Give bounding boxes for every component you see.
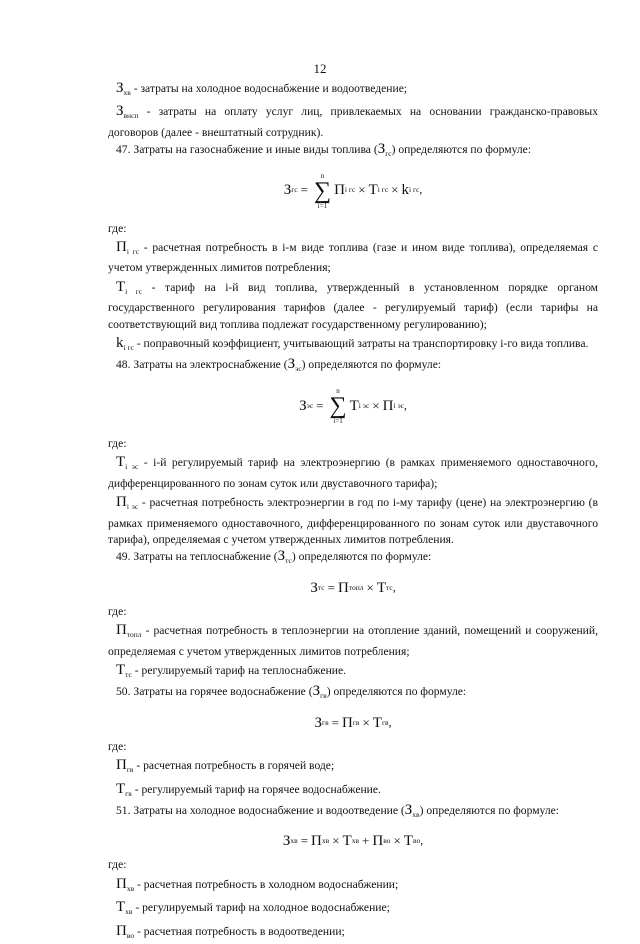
definition-line: $П_{гв}$ - расчетная потребность в горячей воде; xyxy=(116,757,335,775)
section-heading-50: 50. Затраты на горячее водоснабжение $(З_{гв})$ определяются по формуле: xyxy=(116,683,467,701)
page-number: 12 xyxy=(313,61,327,76)
definition-line: $П_{во}$ - расчетная потребность в водоотведении; xyxy=(116,922,345,940)
sum-sign: n ∑ i=1 xyxy=(329,386,347,425)
formula-47: З гс = n ∑ i=1 П i гс × Т i гс × k i гс , xyxy=(283,171,423,210)
sum-sign: n ∑ i=1 xyxy=(313,171,332,210)
definition-line: $П_{i эс}$ - расчетная потребность электроэнергии в год по i-му тарифу (цене) на электроэнергию (в рамках применяемого одноставочного, дифференцированного по зонам суток или двуставочного тарифа), определяемая с учетом утвержденных лимитов потребления. xyxy=(108,494,598,546)
definition-line: $П_{хв}$ - расчетная потребность в холодном водоснабжении; xyxy=(116,875,399,893)
definition-line: $k_{i гс}$ - поправочный коэффициент, учитывающий затраты на транспортировку i-го вида топлива. xyxy=(116,335,589,353)
formula-50: З гв = П гв × Т гв , xyxy=(314,714,392,731)
where-label: где: xyxy=(108,604,127,618)
document-body xyxy=(108,78,598,944)
definition-line: $З_{хв}$ - затраты на холодное водоснабжение и водоотведение; xyxy=(116,80,408,97)
formula-48: З эс = n ∑ i=1 Т i эс × П i эс , xyxy=(299,386,407,425)
definition-line: $Т_{i эс} - i-й$ регулируемый тариф на электроэнергию (в рамках применяемого одноставочного, дифференцированного по зонам суток или двуставочного тарифа); xyxy=(108,454,598,490)
definition-line: $П_{i гс}$ - расчетная потребность в i-м виде топлива (газе и ином виде топлива), определяемая с учетом утвержденных лимитов потребления; xyxy=(108,239,598,275)
formula-49: З тс = П топл × Т тс , xyxy=(310,579,396,596)
definition-line: $Т_{хв}$ - регулируемый тариф на холодное водоснабжение; xyxy=(116,899,390,917)
section-heading-49: 49. Затраты на теплоснабжение $(З_{тс})$ определяются по формуле: xyxy=(116,548,432,566)
section-heading-51: 51. Затраты на холодное водоснабжение и водоотведение $(З_{хв})$ определяются по формуле: xyxy=(116,801,559,819)
where-label: где: xyxy=(108,221,127,235)
definition-line: $З_{внсп}$ - затраты на оплату услуг лиц, привлекаемых на основании гражданско-правовых договоров (далее - внештатный сотрудник). xyxy=(108,103,598,139)
definition-line: $П_{топл}$ - расчетная потребность в теплоэнергии на отопление зданий, помещений и сооружений, определяемая с учетом утвержденных лимитов потребления; xyxy=(108,622,598,658)
definition-line: $Т_{тс}$ - регулируемый тариф на теплоснабжение. xyxy=(116,661,347,679)
definition-line: $Т_{гв}$ - регулируемый тариф на горячее водоснабжение. xyxy=(116,780,381,798)
formula-51: З хв = П хв × Т хв + П во × Т во , xyxy=(282,833,424,850)
where-label: где: xyxy=(108,739,127,753)
section-heading-48: 48. Затраты на электроснабжение $(З_{эс})$ определяются по формуле: xyxy=(116,356,442,374)
where-label: где: xyxy=(108,858,127,872)
section-heading-47: 47. Затраты на газоснабжение и иные виды топлива $(З_{гс})$ определяются по формуле: xyxy=(116,141,532,159)
where-label: где: xyxy=(108,436,127,450)
definition-line: $Т_{i гс}$ - тариф на i-й вид топлива, утвержденный в установленном порядке органом государственного регулирования тарифов (далее - регулируемый тариф) (если тарифы на соответствующий вид топлива подлежат государственному регулированию); xyxy=(108,278,598,331)
